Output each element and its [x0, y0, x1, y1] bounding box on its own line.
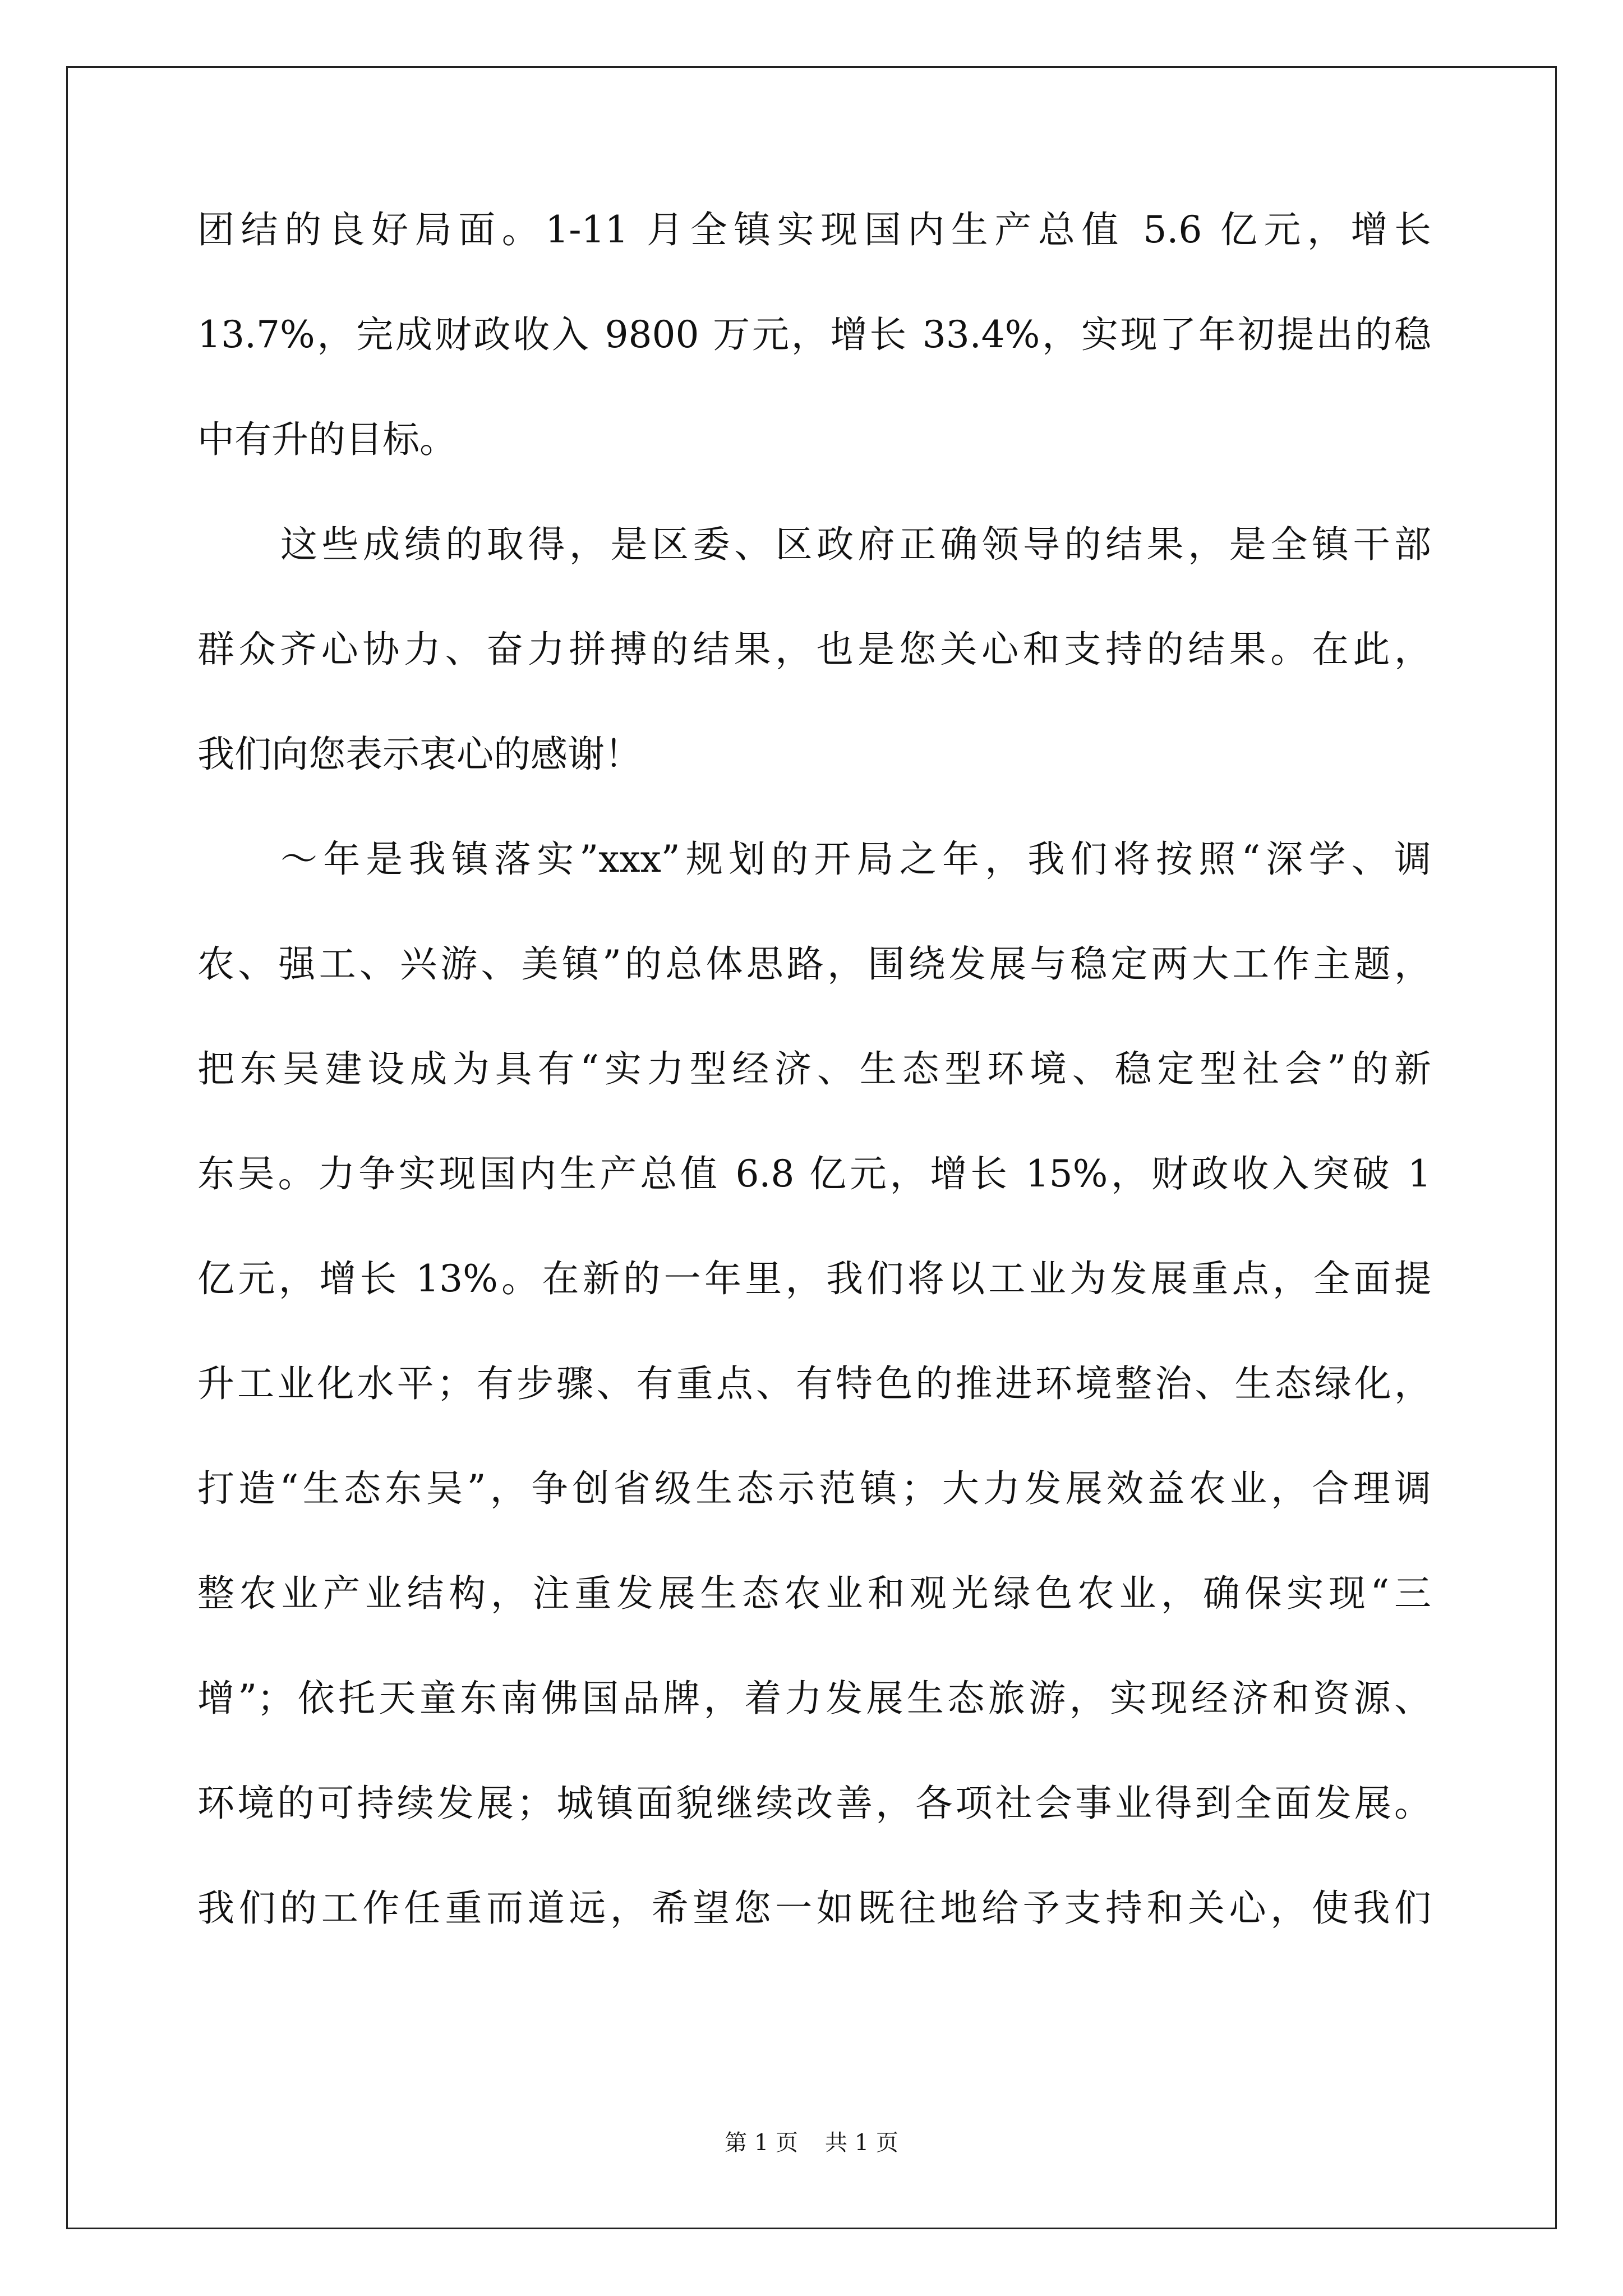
page-number: 第 1 页 — [725, 2130, 798, 2156]
text-line: 东吴。力争实现国内生产总值 6.8 亿元，增长 15%，财政收入突破 1 — [197, 1152, 1431, 1195]
text-line: 农、强工、兴游、美镇”的总体思路，围绕发展与稳定两大工作主题， — [197, 942, 1431, 986]
page-footer — [0, 2126, 1623, 2160]
text-line: 中有升的目标。 — [197, 418, 457, 461]
text-line: 13.7%，完成财政收入 9800 万元，增长 33.4%，实现了年初提出的稳 — [197, 313, 1431, 356]
text-line: 亿元，增长 13%。在新的一年里，我们将以工业为发展重点，全面提 — [197, 1257, 1431, 1300]
text-line: 升工业化水平；有步骤、有重点、有特色的推进环境整治、生态绿化， — [197, 1362, 1431, 1405]
text-line: 环境的可持续发展；城镇面貌继续改善，各项社会事业得到全面发展。 — [197, 1782, 1431, 1825]
text-line: 这些成绩的取得，是区委、区政府正确领导的结果，是全镇干部 — [280, 523, 1431, 566]
text-line: 群众齐心协力、奋力拼搏的结果，也是您关心和支持的结果。在此， — [197, 628, 1431, 671]
text-line: 我们向您表示衷心的感谢！ — [197, 733, 642, 776]
text-line: 团结的良好局面。1-11 月全镇实现国内生产总值 5.6 亿元，增长 — [197, 208, 1431, 251]
text-line: 我们的工作任重而道远，希望您一如既往地给予支持和关心，使我们 — [197, 1887, 1431, 1930]
text-line: 整农业产业结构，注重发展生态农业和观光绿色农业，确保实现“三 — [197, 1572, 1431, 1615]
text-line: 把东吴建设成为具有“实力型经济、生态型环境、稳定型社会”的新 — [197, 1047, 1431, 1091]
text-line: 打造“生态东吴”，争创省级生态示范镇；大力发展效益农业，合理调 — [197, 1467, 1431, 1510]
page-total: 共 1 页 — [825, 2130, 898, 2156]
text-line: ～年是我镇落实”xxx”规划的开局之年，我们将按照“深学、调 — [280, 838, 1431, 881]
text-line: 增”；依托天童东南佛国品牌，着力发展生态旅游，实现经济和资源、 — [197, 1677, 1431, 1720]
